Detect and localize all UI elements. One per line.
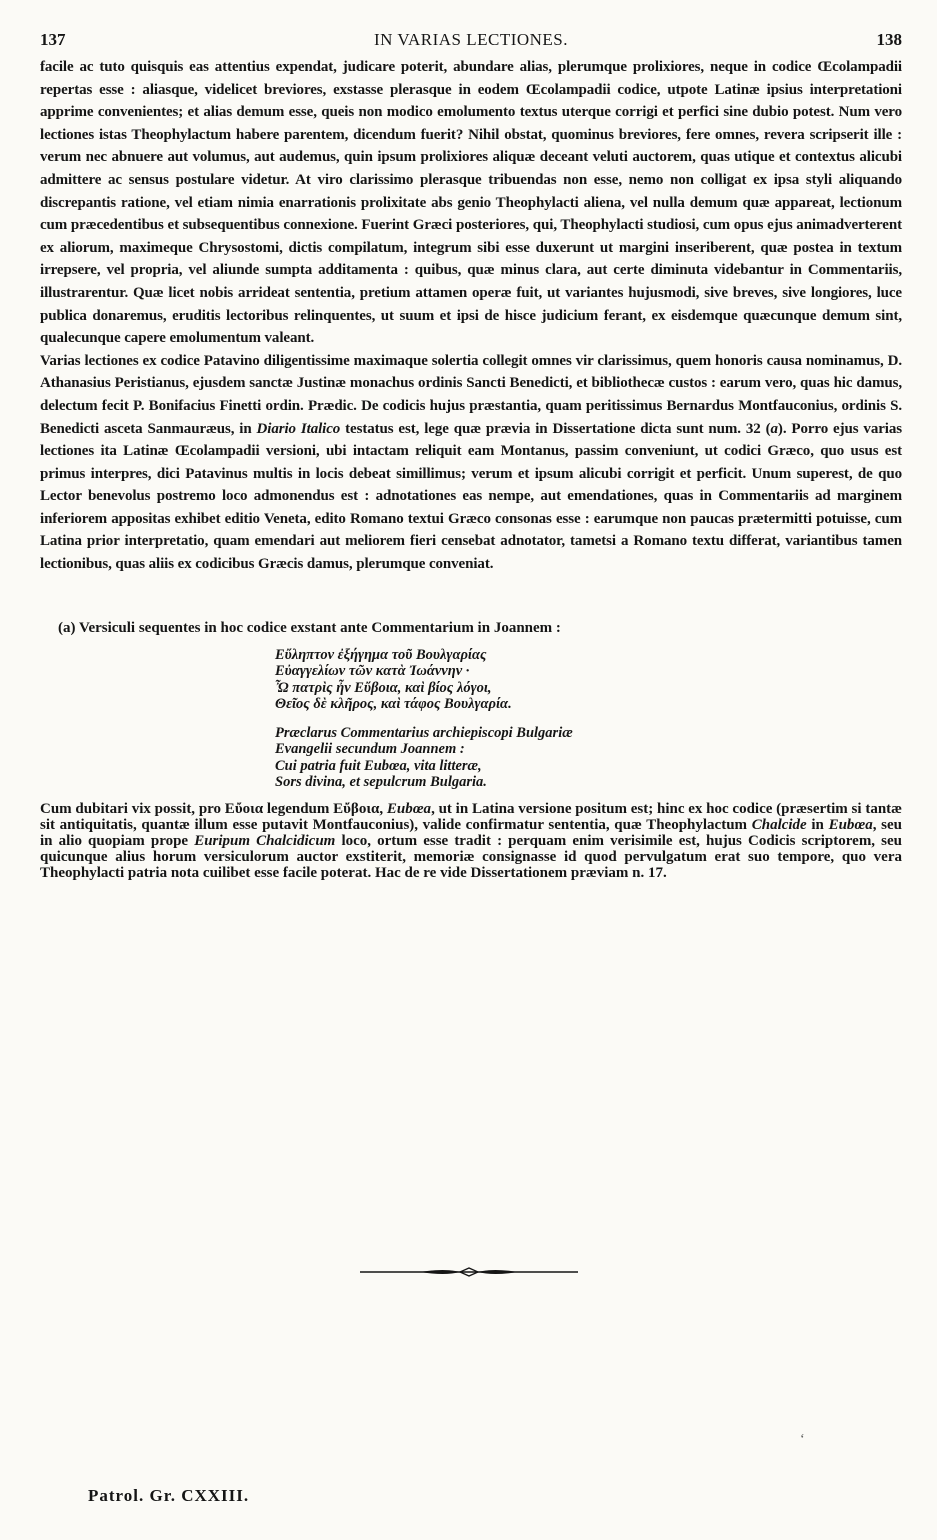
fn-italic: Eubœa [828,816,873,833]
greek-line: Θεῖος δὲ κλῆρος, καὶ τάφος Βουλγαρία. [275,696,512,713]
page-number-left: 137 [40,30,66,49]
page-number-right: 138 [876,30,902,49]
fn-part: in [806,816,829,833]
ornamental-rule [360,1267,578,1277]
footer-signature: Patrol. Gr. CXXIII. [88,1486,250,1505]
greek-line: Εὔληπτον ἐξήγημα τοῦ Βουλγαρίας [275,646,487,663]
paragraph-2-part-a: Varias lectiones ex codice Patavino diligentissime maximaque solertia collegit omnes vir clarissimus, quem honoris causa nominamus, D. Athanasius Peristianus, ejusdem sanctæ Justinæ monachus ordinis Sancti Benedicti, et bibliothecæ custos : earum vero, quas hic damus, delectum fecit P. Bonifacius Finetti ordin. Prædic. De codicis hujus præstantia, quam peritissimus Bernardus Montfauconius, ordinis S. Benedicti asceta Sanmauræus, in [40,352,902,437]
main-text [40,56,902,576]
paragraph-2-part-c: ). Porro ejus varias lectiones ita Latinæ Œcolampadii versioni, ubi intactam reliquit eam Montanus, passim conveniunt, ut codici Græco, quo usus est primus interpres, dici Patavinus multis in locis debeat simillimus; verum et ipsum alicubi corrigit et perficit. Unum superest, de quo Lector benevolus postremo loco admonendus est : adnotationes eas nempe, aut emendationes, quas in Commentariis ad marginem inferiorem appositas exhibet editio Veneta, edito Romano textui Græco consonas esse : earumque non paucas prætermitti potuisse, cum Latina prior interpretatio, quam emendari aut meliorem fieri censebat adnotator, tametsi a Romano textu differat, variantibus tamen lectionibus, quas aliis ex codicibus Græcis damus, plerumque conveniat. [40,420,902,573]
fn-italic: Euripum Chalcidicum [194,832,336,849]
latin-line: Sors divina, et sepulcrum Bulgaria. [275,774,487,791]
footnote-reference: a [770,420,778,437]
latin-line: Præclarus Commentarius archiepiscopi Bulgariæ [275,724,573,741]
footnote [40,620,902,881]
fn-part: Cum dubitari vix possit, pro Εὔοια legendum Εὔβοια, [40,800,387,817]
fn-part: , ut in Latina versione positum est; hinc ex hoc codice (præsertim si tantæ sit antiquitatis, quantæ illum esse putavit Montfauconius), valide confirmatur sententia, quæ Theophylactum [40,800,902,833]
stray-mark: ʻ [800,1432,805,1447]
verses [275,647,902,791]
latin-line: Evangelii secundum Joannem : [275,741,465,758]
latin-verses [275,725,902,791]
fn-italic: Eubœa [386,800,432,817]
paragraph-2-part-b: testatus est, lege quæ prævia in Dissertatione dicta sunt num. 32 ( [340,420,771,437]
fn-part: loco, ortum esse tradit : perquam enim verisimile est, hujus Codicis scriptorem, seu quicunque alius horum versiculorum auctor exstiterit, memoriæ consignasse id quod pervulgatum erat suo tempore, quo vera Theophylacti patria nota cuilibet esse facile poterat. Hac de re vide Dissertationem præviam n. 17. [40,832,903,881]
diario-italico: Diario Italico [256,420,341,437]
fn-italic: Chalcide [751,816,807,833]
fn-part: , seu in alio quopiam prope [40,816,902,849]
running-header [40,30,902,54]
page [40,30,902,881]
footnote-body [40,801,902,881]
footnote-intro [40,620,902,637]
greek-line: Εὐαγγελίων τῶν κατὰ Ἰωάννην · [275,663,470,680]
greek-verses [275,647,902,713]
latin-line: Cui patria fuit Eubœa, vita litteræ, [275,757,482,774]
paragraph-1: facile ac tuto quisquis eas attentius expendat, judicare poterit, abundare alias, plerumque prolixiores, neque in codice Œcolampadii repertas esse : aliasque, videlicet breviores, exstasse plerasque in eodem Œcolampadii codice, utpote Latinæ ipsius interpretationi apprime convenientes; et alias demum esse, queis non modico emolumento textus uterque corrigi et perfici sine dubio potest. Num vero lectiones istas Theophylactum habere parentem, dicendum fuerit? Nihil obstat, quominus breviores, fere omnes, revera scripserit ille : verum nec abnuere aut volumus, aut audemus, quin ipsum prolixiores aliquæ deceant veluti auctorem, quas utique et contextus alicubi admittere ac sensus postulare videtur. At viro clarissimo plerasque tribuendas non esse, nemo non colligat ex ipsa styli aliquando discrepantis ratione, vel etiam nimia enarrationis prolixitate abs genio Theophylacti aliena, vel nulla demum quæ appareat, lectionum cum præcedentibus et subsequentibus connexione. Fuerint Græci posteriores, qui, Theophylacti studiosi, cum opus ejus animadverterent ex aliorum, maximeque Chrysostomi, dictis compilatum, integrum sibi esse duxerunt ut margini inseriberent, quæ postea in textum irrepsere, vel propria, vel aliunde sumpta additamenta : quibus, quæ minus clara, aut certe diminuta videbantur in Commentariis, illustrarentur. Quæ licet nobis arrideat sententia, pretium attamen operæ fuit, ut variantes hujusmodi, sive breves, sive longiores, luce publica donaremus, eruditis lectoribus relinquentes, ut suum et ipsi de hisce judicium ferant, ex eisdemque quæcunque demum sint, qualecunque capere emolumentum valeant. [40,59,902,347]
paragraph-2 [40,350,902,576]
running-title: IN VARIAS LECTIONES. [373,30,569,49]
greek-line: Ὦ πατρὶς ἦν Εὔβοια, καὶ βίος λόγοι, [275,679,492,696]
footnote-marker: (a) [58,619,76,636]
footnote-intro-text: Versiculi sequentes in hoc codice exstant ante Commentarium in Joannem : [78,619,561,636]
